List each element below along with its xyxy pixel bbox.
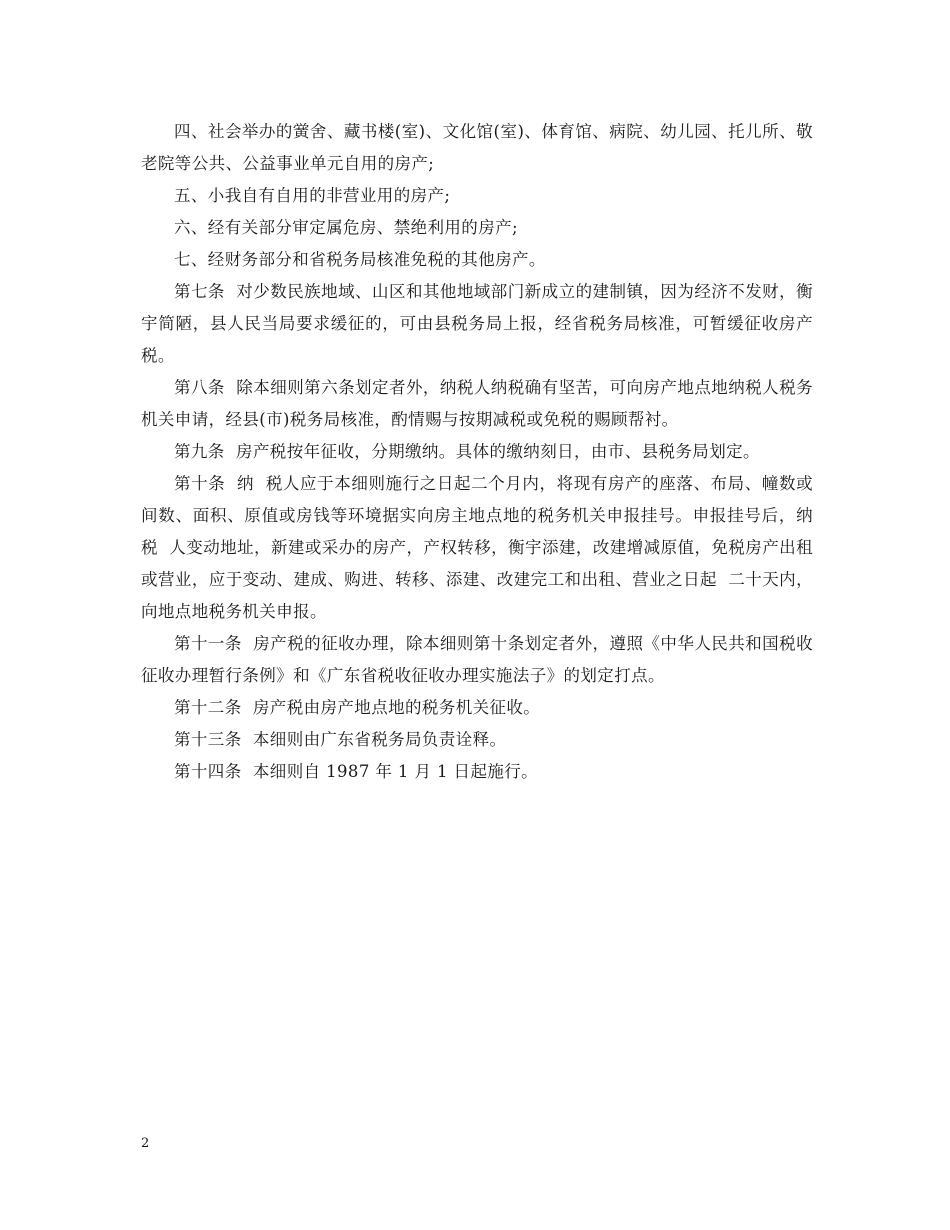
paragraph-article-14: 第十四条 本细则自 1987 年 1 月 1 日起施行。 bbox=[174, 762, 539, 781]
page-number: 2 bbox=[141, 1136, 150, 1151]
paragraph-item-4: 四、社会举办的黉舍、藏书楼(室)、文化馆(室)、体育馆、病院、幼儿园、托儿所、敬老院等公共、公益事业单元自用的房产; bbox=[141, 122, 813, 173]
paragraph-article-13: 第十三条 本细则由广东省税务局负责诠释。 bbox=[174, 730, 507, 749]
paragraph-item-7: 七、经财务部分和省税务局核准免税的其他房产。 bbox=[174, 250, 546, 269]
paragraph-article-12: 第十二条 房产税由房产地点地的税务机关征收。 bbox=[174, 698, 541, 717]
paragraph-article-11: 第十一条 房产税的征收办理，除本细则第十条划定者外，遵照《中华人民共和国税收征收办理暂行条例》和《广东省税收征收办理实施法子》的划定打点。 bbox=[141, 634, 813, 685]
paragraph-article-7: 第七条 对少数民族地域、山区和其他地域部门新成立的建制镇，因为经济不发财，衡宇简陋，县人民当局要求缓征的，可由县税务局上报，经省税务局核准，可暂缓征收房产税。 bbox=[141, 282, 813, 365]
paragraph-article-10: 第十条 纳 税人应于本细则施行之日起二个月内，将现有房产的座落、布局、幢数或间数、面积、原值或房钱等环境据实向房主地点地的税务机关申报挂号。申报挂号后，纳税 人变动地址，新建或采办的房产，产权转移，衡宇添建，改建增减原值，免税房产出租或营业，应于变动、建成、购进、转移、添建、改建完工和出租、营业之日起 二十天内，向地点地税务机关申报。 bbox=[141, 474, 813, 621]
paragraph-item-5: 五、小我自有自用的非营业用的房产; bbox=[174, 186, 451, 205]
document-body bbox=[141, 116, 813, 788]
paragraph-item-6: 六、经有关部分审定属危房、禁绝利用的房产; bbox=[174, 218, 518, 237]
paragraph-article-9: 第九条 房产税按年征收，分期缴纳。具体的缴纳刻日，由市、县税务局划定。 bbox=[174, 442, 760, 461]
paragraph-article-8: 第八条 除本细则第六条划定者外，纳税人纳税确有坚苦，可向房产地点地纳税人税务机关申请，经县(市)税务局核准，酌情赐与按期减税或免税的赐顾帮衬。 bbox=[141, 378, 813, 429]
